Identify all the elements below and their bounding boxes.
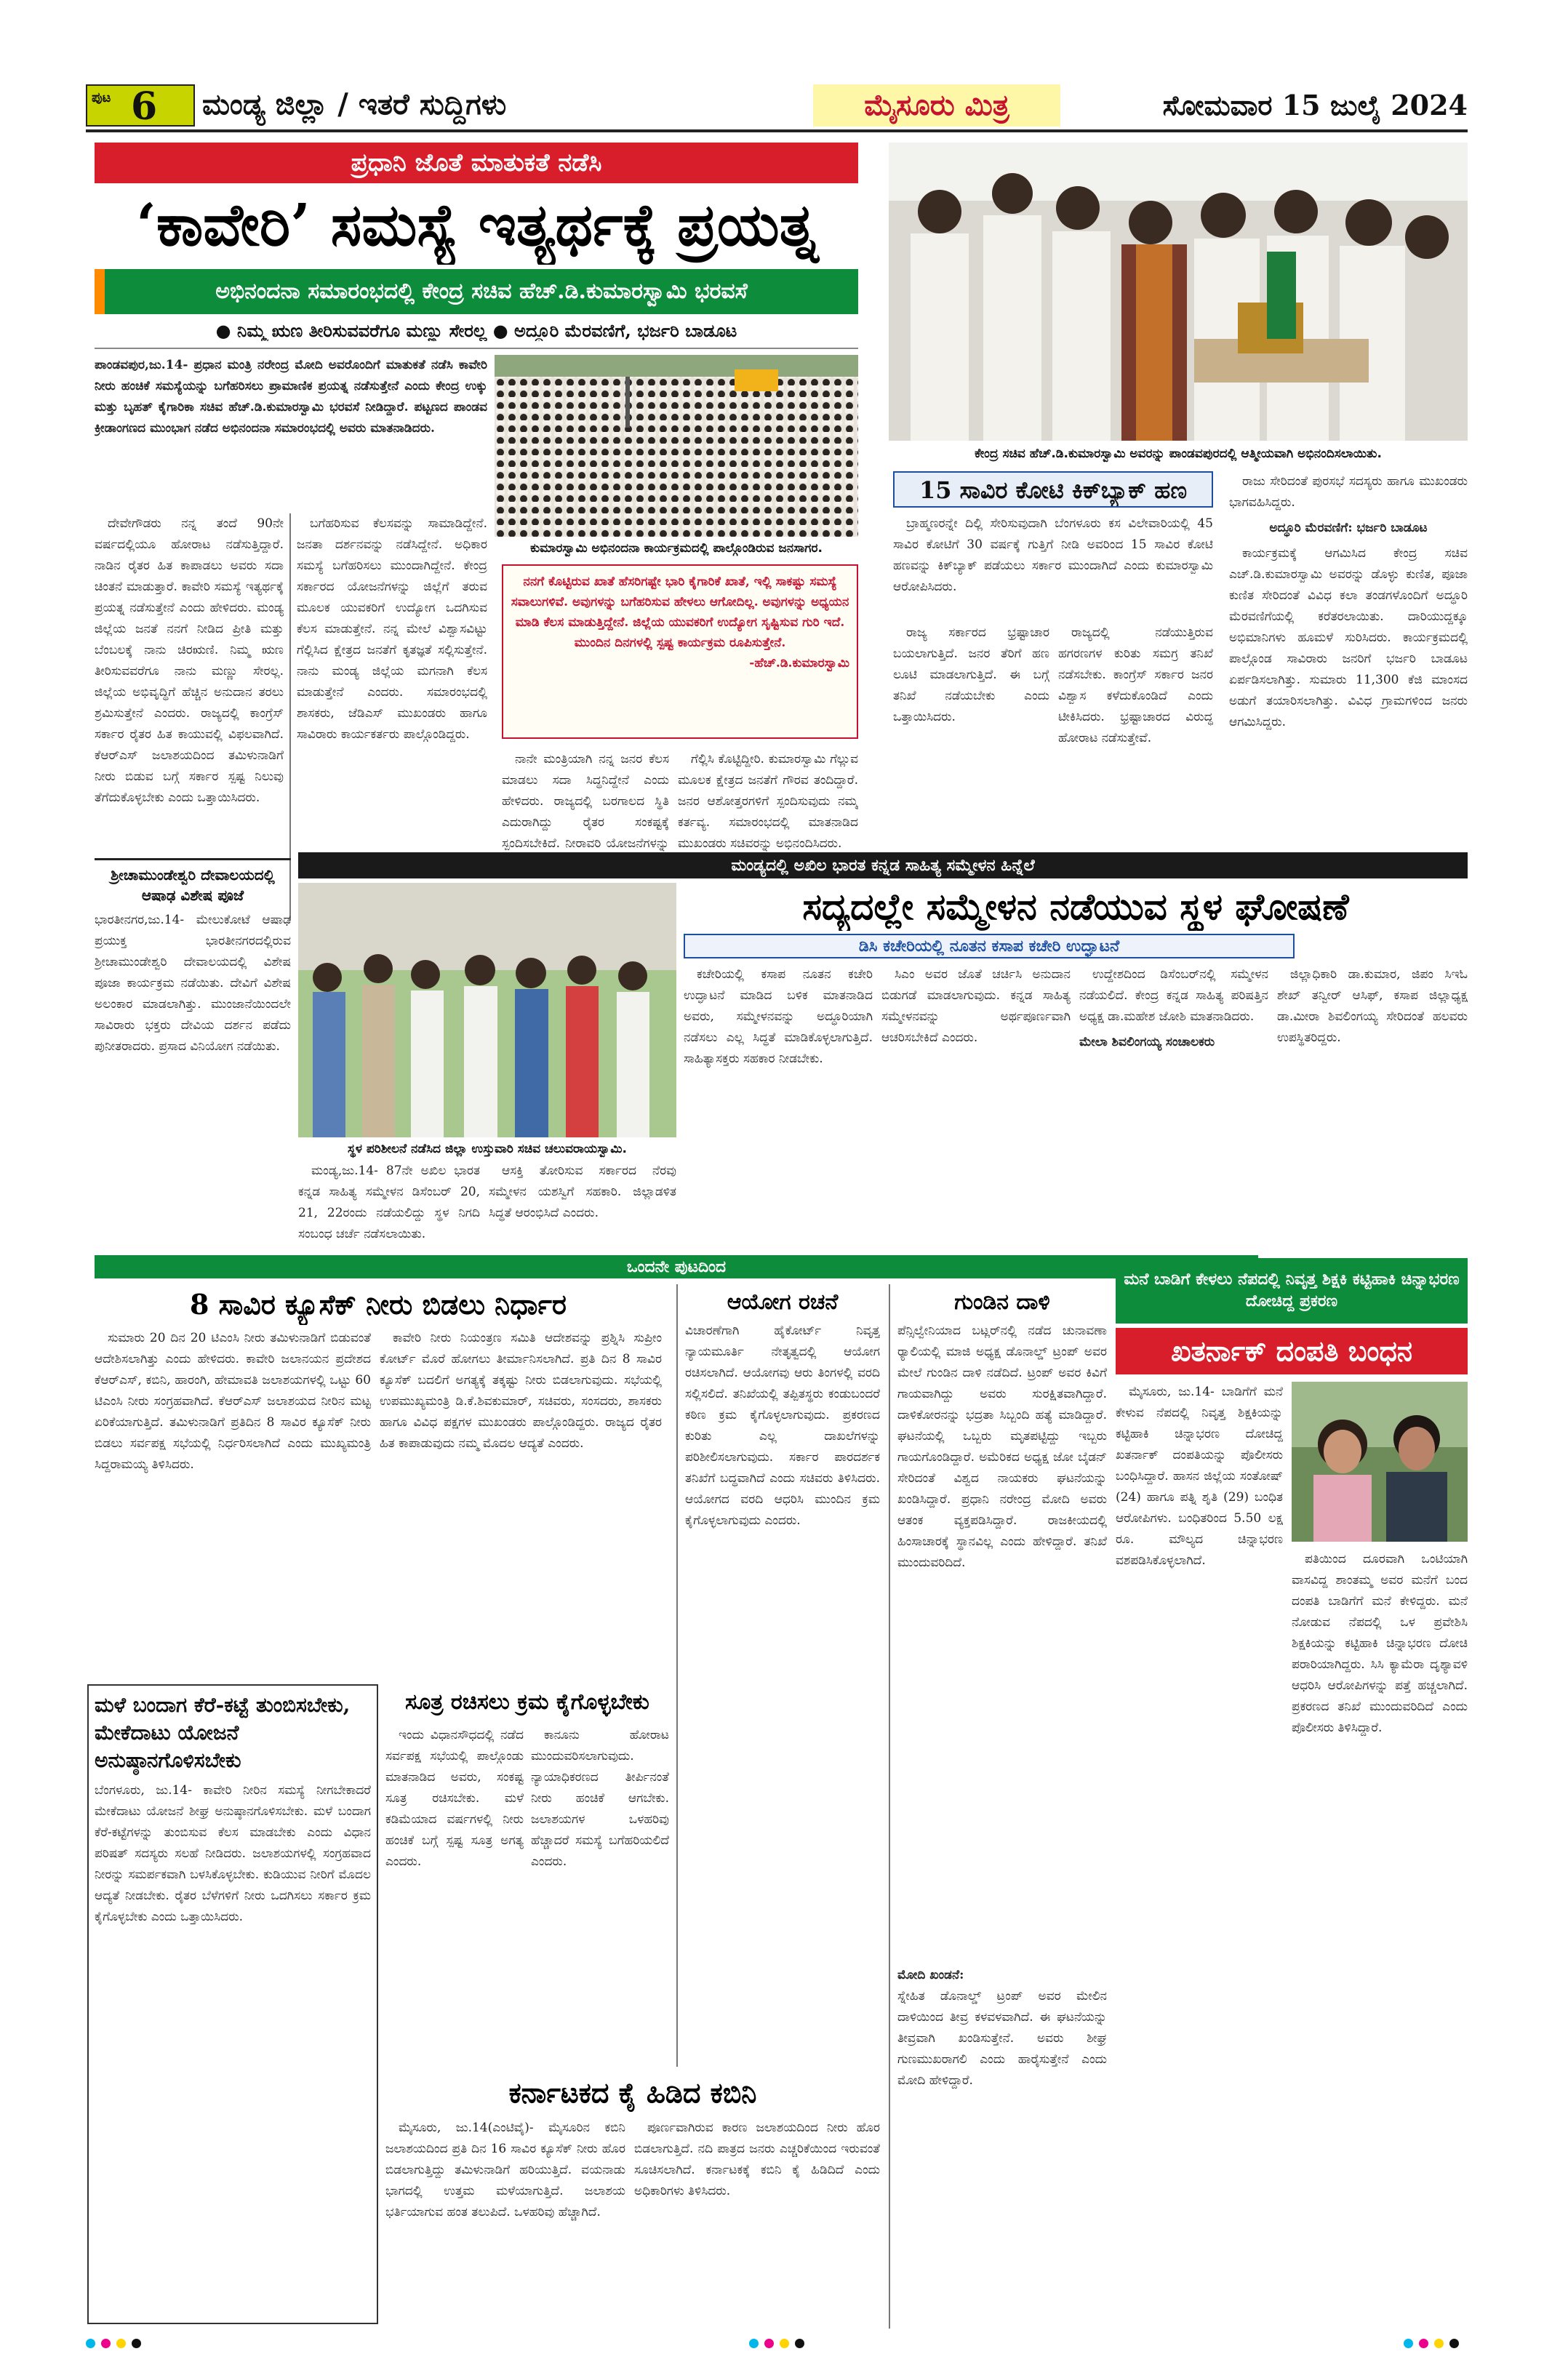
sahitya-headline: ಸದ್ಯದಲ್ಲೇ ಸಮ್ಮೇಳನ ನಡೆಯುವ ಸ್ಥಳ ಘೋಷಣೆ — [802, 885, 1349, 928]
lead-kicker: ಪ್ರಧಾನಿ ಜೊತೆ ಮಾತುಕತೆ ನಡೆಸಿ — [95, 143, 858, 183]
kickback-col-1 — [893, 513, 1213, 615]
water-col-1-text: ಸುಮಾರು 20 ದಿನ 20 ಟಿಎಂಸಿ ನೀರು ತಮಿಳುನಾಡಿಗೆ ಬಿಡುವಂತೆ ಆದೇಶಿಸಲಾಗಿತ್ತು ಎಂದು ಹೇಳಿದರು. ಕಾವೇರಿ ಜಲಾನಯನ ಪ್ರದೇಶದ ಕೆಆರ್‌ಎಸ್, ಕಬಿನಿ, ಹಾರಂಗಿ, ಹೇಮಾವತಿ ಜಲಾಶಯಗಳಲ್ಲಿ ಒಟ್ಟು 60 ಟಿಎಂಸಿ ನೀರು ಸಂಗ್ರಹವಾಗಿದೆ. ಕೆಆರ್‌ಎಸ್ ಜಲಾಶಯದ ನೀರಿನ ಮಟ್ಟ ಏರಿಕೆಯಾಗುತ್ತಿದೆ. ತಮಿಳುನಾಡಿಗೆ ಪ್ರತಿದಿನ 8 ಸಾವಿರ ಕ್ಯೂಸೆಕ್ ನೀರು ಬಿಡಲು ಸರ್ವಪಕ್ಷ ಸಭೆಯಲ್ಲಿ ನಿರ್ಧರಿಸಲಾಗಿದೆ ಎಂದು ಮುಖ್ಯಮಂತ್ರಿ ಸಿದ್ದರಾಮಯ್ಯ ತಿಳಿಸಿದರು. — [95, 1331, 371, 1472]
formula-col-2-text: ಕಾನೂನು ಹೋರಾಟ ಮುಂದುವರಿಸಲಾಗುವುದು. ನ್ಯಾಯಾಧಿಕರಣದ ತೀರ್ಪಿನಂತೆ ನೀರು ಹಂಚಿಕೆ ಆಗಬೇಕು. ಜಲಾಶಯಗಳ ಒಳಹರಿವು ಹೆಚ್ಚಾದರೆ ಸಮಸ್ಯೆ ಬಗೆಹರಿಯಲಿದೆ ಎಂದರು. — [531, 1728, 669, 1869]
kabini-col-1-text: ಮೈಸೂರು, ಜು.14(ಎಂಟಿವೈ)- ಮೈಸೂರಿನ ಕಬಿನಿ ಜಲಾಶಯದಿಂದ ಪ್ರತಿ ದಿನ 16 ಸಾವಿರ ಕ್ಯೂಸೆಕ್ ನೀರು ಹೊರ ಬಿಡಲಾಗುತ್ತಿದ್ದು ತಮಿಳುನಾಡಿಗೆ ಹರಿಯುತ್ತಿದೆ. ವಯನಾಡು ಭಾಗದಲ್ಲಿ ಉತ್ತಮ ಮಳೆಯಾಗುತ್ತಿದೆ. ಜಲಾಶಯ ಭರ್ತಿಯಾಗುವ ಹಂತ ತಲುಪಿದೆ. ಒಳಹರಿವು ಹೆಚ್ಚಾಗಿದೆ. — [385, 2121, 625, 2219]
section-title: ಮಂಡ್ಯ ಜಿಲ್ಲಾ / ಇತರೆ ಸುದ್ದಿಗಳು — [202, 87, 507, 121]
masthead-rule — [86, 129, 1468, 132]
sahitya-col-4-text: ಸಿಎಂ ಅವರ ಜೊತೆ ಚರ್ಚಿಸಿ ಅನುದಾನ ಬಿಡುಗಡೆ ಮಾಡಲಾಗುವುದು. ಕನ್ನಡ ಸಾಹಿತ್ಯ ಸಮ್ಮೇಳನವನ್ನು ಅರ್ಥಪೂರ್ಣವಾಗಿ ಆಚರಿಸಬೇಕಿದೆ ಎಂದರು. — [881, 967, 1071, 1045]
water-col-1 — [95, 1328, 371, 1677]
yellow-dot — [1434, 2339, 1444, 2348]
sahitya-col-6-text: ಜಿಲ್ಲಾಧಿಕಾರಿ ಡಾ.ಕುಮಾರ, ಜಿಪಂ ಸಿಇಓ ಶೇಖ್ ತನ್ವೀರ್ ಆಸಿಫ್, ಕಸಾಪ ಜಿಲ್ಲಾಧ್ಯಕ್ಷ ಡಾ.ಮೀರಾ ಶಿವಲಿಂಗಯ್ಯ ಸೇರಿದಂತೆ ಹಲವರು ಉಪಸ್ಥಿತರಿದ್ದರು. — [1277, 967, 1468, 1045]
couple-image — [1292, 1382, 1468, 1542]
lower-lead-col-2-text: ಗೆಲ್ಲಿಸಿ ಕೊಟ್ಟಿದ್ದೀರಿ. ಕುಮಾರಸ್ವಾಮಿ ಗೆಲ್ಲುವ ಮೂಲಕ ಕ್ಷೇತ್ರದ ಜನತೆಗೆ ಗೌರವ ತಂದಿದ್ದಾರೆ. ಜನರ ಆಶೋತ್ತರಗಳಿಗೆ ಸ್ಪಂದಿಸುವುದು ನಮ್ಮ ಕರ್ತವ್ಯ. ಸಮಾರಂಭದಲ್ಲಿ ಮಾತನಾಡಿದ ಮುಖಂಡರು ಸಚಿವರನ್ನು ಅಭಿನಂದಿಸಿದರು. — [678, 752, 858, 851]
felicitation-photo-caption: ಕೇಂದ್ರ ಸಚಿವ ಹೆಚ್.ಡಿ.ಕುಮಾರಸ್ವಾಮಿ ಅವರನ್ನು ಪಾಂಡವಪುರದಲ್ಲಿ ಆತ್ಮೀಯವಾಗಿ ಅಭಿನಂದಿಸಲಾಯಿತು. — [975, 447, 1382, 461]
commission-headline: ಆಯೋಗ ರಚನೆ — [727, 1289, 839, 1315]
dam-body: ಬೆಂಗಳೂರು, ಜು.14- ಕಾವೇರಿ ನೀರಿನ ಸಮಸ್ಯೆ ನೀಗಬೇಕಾದರೆ ಮೇಕೆದಾಟು ಯೋಜನೆ ಶೀಘ್ರ ಅನುಷ್ಠಾನಗೊಳಿಸಬೇಕು. ಮಳೆ ಬಂದಾಗ ಕೆರೆ-ಕಟ್ಟೆಗಳನ್ನು ತುಂಬಿಸುವ ಕೆಲಸ ಮಾಡಬೇಕು ಎಂದು ವಿಧಾನ ಪರಿಷತ್ ಸದಸ್ಯರು ಸಲಹೆ ನೀಡಿದರು. ಜಲಾಶಯಗಳಲ್ಲಿ ಸಂಗ್ರಹವಾದ ನೀರನ್ನು ಸಮರ್ಪಕವಾಗಿ ಬಳಸಿಕೊಳ್ಳಬೇಕು. ಕುಡಿಯುವ ನೀರಿಗೆ ಮೊದಲ ಆದ್ಯತೆ ನೀಡಬೇಕು. ರೈತರ ಬೆಳೆಗಳಿಗೆ ನೀರು ಒದಗಿಸಲು ಸರ್ಕಾರ ಕ್ರಮ ಕೈಗೊಳ್ಳಬೇಕು ಎಂದು ಒತ್ತಾಯಿಸಿದರು. — [95, 1783, 371, 1924]
arrest-headline: ಖತರ್ನಾಕ್ ದಂಪತಿ ಬಂಧನ — [1116, 1328, 1468, 1374]
commission-story — [676, 1284, 880, 2067]
couple-photo — [1292, 1382, 1468, 1542]
cyan-dot — [86, 2339, 95, 2348]
formula-col-2 — [531, 1725, 669, 2067]
lead-intro — [95, 355, 487, 500]
water-col-2 — [380, 1328, 662, 1677]
felicitation-image — [889, 143, 1468, 441]
quote-box — [502, 564, 858, 739]
sahitya-col-6 — [1277, 964, 1468, 1248]
sahitya-image — [298, 883, 676, 1137]
kabini-col-2 — [634, 2118, 880, 2329]
arrest-col-2-text: ಪತಿಯಿಂದ ದೂರವಾಗಿ ಒಂಟಿಯಾಗಿ ವಾಸವಿದ್ದ ಶಾಂತಮ್ಮ ಅವರ ಮನೆಗೆ ಬಂದ ದಂಪತಿ ಬಾಡಿಗೆಗೆ ಮನೆ ಕೇಳಿದ್ದರು. ಮನೆ ನೋಡುವ ನೆಪದಲ್ಲಿ ಒಳ ಪ್ರವೇಶಿಸಿ ಶಿಕ್ಷಕಿಯನ್ನು ಕಟ್ಟಿಹಾಕಿ ಚಿನ್ನಾಭರಣ ದೋಚಿ ಪರಾರಿಯಾಗಿದ್ದರು. ಸಿಸಿ ಕ್ಯಾಮೆರಾ ದೃಶ್ಯಾವಳಿ ಆಧರಿಸಿ ಆರೋಪಿಗಳನ್ನು ಪತ್ತೆ ಹಚ್ಚಲಾಗಿದೆ. ಪ್ರಕರಣದ ತನಿಖೆ ಮುಂದುವರಿದಿದೆ ಎಂದು ಪೊಲೀಸರು ತಿಳಿಸಿದ್ದಾರೆ. — [1292, 1552, 1468, 1735]
arrest-col-2 — [1292, 1549, 1468, 2329]
formula-col-1-text: ಇಂದು ವಿಧಾನಸೌಧದಲ್ಲಿ ನಡೆದ ಸರ್ವಪಕ್ಷ ಸಭೆಯಲ್ಲಿ ಪಾಲ್ಗೊಂಡು ಮಾತನಾಡಿದ ಅವರು, ಸಂಕಷ್ಟ ಸೂತ್ರ ರಚಿಸಬೇಕು. ಮಳೆ ಕಡಿಮೆಯಾದ ವರ್ಷಗಳಲ್ಲಿ ನೀರು ಹಂಚಿಕೆ ಬಗ್ಗೆ ಸ್ಪಷ್ಟ ಸೂತ್ರ ಅಗತ್ಯ ಎಂದರು. — [385, 1728, 524, 1869]
kabini-headline: ಕರ್ನಾಟಕದ ಕೈ ಹಿಡಿದ ಕಬಿನಿ — [508, 2076, 757, 2109]
sahitya-col-1-text: ಮಂಡ್ಯ,ಜು.14- 87ನೇ ಅಖಿಲ ಭಾರತ ಕನ್ನಡ ಸಾಹಿತ್ಯ ಸಮ್ಮೇಳನ ಡಿಸೆಂಬರ್ 20, 21, 22ರಂದು ನಡೆಯಲಿದ್ದು ಸ್ಥಳ ನಿಗದಿ ಸಂಬಂಧ ಚರ್ಚೆ ನಡೆಸಲಾಯಿತು. — [298, 1164, 480, 1241]
black-dot — [132, 2339, 141, 2348]
black-dot — [795, 2339, 804, 2348]
commission-body: ವಿಚಾರಣೆಗಾಗಿ ಹೈಕೋರ್ಟ್ ನಿವೃತ್ತ ನ್ಯಾಯಮೂರ್ತಿ ನೇತೃತ್ವದಲ್ಲಿ ಆಯೋಗ ರಚಿಸಲಾಗಿದೆ. ಆಯೋಗವು ಆರು ತಿಂಗಳಲ್ಲಿ ವರದಿ ಸಲ್ಲಿಸಲಿದೆ. ತನಿಖೆಯಲ್ಲಿ ತಪ್ಪಿತಸ್ಥರು ಕಂಡುಬಂದರೆ ಕಠಿಣ ಕ್ರಮ ಕೈಗೊಳ್ಳಲಾಗುವುದು. ಪ್ರಕರಣದ ಕುರಿತು ಎಲ್ಲ ದಾಖಲೆಗಳನ್ನು ಪರಿಶೀಲಿಸಲಾಗುವುದು. ಸರ್ಕಾರ ಪಾರದರ್ಶಕ ತನಿಖೆಗೆ ಬದ್ಧವಾಗಿದೆ ಎಂದು ಸಚಿವರು ತಿಳಿಸಿದರು. ಆಯೋಗದ ವರದಿ ಆಧರಿಸಿ ಮುಂದಿನ ಕ್ರಮ ಕೈಗೊಳ್ಳಲಾಗುವುದು ಎಂದರು. — [685, 1324, 880, 1528]
page-number: 6 — [131, 84, 158, 129]
gunshot-subhead: ಮೋದಿ ಖಂಡನೆ: — [897, 1968, 964, 1982]
magenta-dot — [101, 2339, 111, 2348]
temple-body: ಭಾರತೀನಗರ,ಜು.14- ಮೇಲುಕೋಟೆ ಆಷಾಢ ಪ್ರಯುಕ್ತ ಭಾರತೀನಗರದಲ್ಲಿರುವ ಶ್ರೀಚಾಮುಂಡೇಶ್ವರಿ ದೇವಾಲಯದಲ್ಲಿ ವಿಶೇಷ ಪೂಜಾ ಕಾರ್ಯಕ್ರಮ ನಡೆಯಿತು. ದೇವಿಗೆ ವಿಶೇಷ ಅಲಂಕಾರ ಮಾಡಲಾಗಿತ್ತು. ಮುಂಜಾನೆಯಿಂದಲೇ ಸಾವಿರಾರು ಭಕ್ತರು ದೇವಿಯ ದರ್ಶನ ಪಡೆದು ಪುನೀತರಾದರು. ಪ್ರಸಾದ ವಿನಿಯೋಗ ನಡೆಯಿತು. — [95, 913, 291, 1054]
crowd-photo-caption: ಕುಮಾರಸ್ವಾಮಿ ಅಭಿನಂದನಾ ಕಾರ್ಯಕ್ರಮದಲ್ಲಿ ಪಾಲ್ಗೊಂಡಿರುವ ಜನಸಾಗರ. — [530, 541, 823, 556]
kickback-col-3-text: ರಾಜ್ಯದಲ್ಲಿ ನಡೆಯುತ್ತಿರುವ ಹಗರಣಗಳ ಕುರಿತು ಸಮಗ್ರ ತನಿಖೆ ನಡೆಸಬೇಕು. ಕಾಂಗ್ರೆಸ್ ಸರ್ಕಾರ ಜನರ ವಿಶ್ವಾಸ ಕಳೆದುಕೊಂಡಿದೆ ಎಂದು ಟೀಕಿಸಿದರು. ಭ್ರಷ್ಟಾಚಾರದ ವಿರುದ್ಧ ಹೋರಾಟ ನಡೆಸುತ್ತೇವೆ. — [1058, 625, 1213, 745]
masthead — [86, 84, 1468, 137]
lead-col-1-text: ದೇವೇಗೌಡರು ನನ್ನ ತಂದೆ 90ನೇ ವರ್ಷದಲ್ಲಿಯೂ ಹೋರಾಟ ನಡೆಸುತ್ತಿದ್ದಾರೆ. ನಾಡಿನ ರೈತರ ಹಿತ ಕಾಪಾಡಲು ಅವರು ಸದಾ ಚಿಂತನೆ ಮಾಡುತ್ತಾರೆ. ಕಾವೇರಿ ಸಮಸ್ಯೆ ಇತ್ಯರ್ಥಕ್ಕೆ ಪ್ರಯತ್ನ ನಡೆಸುತ್ತೇನೆ ಎಂದು ಹೇಳಿದರು. ಮಂಡ್ಯ ಜಿಲ್ಲೆಯ ಜನತೆ ನನಗೆ ನೀಡಿದ ಪ್ರೀತಿ ಮತ್ತು ಬೆಂಬಲಕ್ಕೆ ನಾನು ಚಿರಋಣಿ. ನಿಮ್ಮ ಋಣ ತೀರಿಸುವವರೆಗೂ ನಾನು ಮಣ್ಣು ಸೇರಲ್ಲ. ಜಿಲ್ಲೆಯ ಅಭಿವೃದ್ಧಿಗೆ ಹೆಚ್ಚಿನ ಅನುದಾನ ತರಲು ಶ್ರಮಿಸುತ್ತೇನೆ ಎಂದರು. ರಾಜ್ಯದಲ್ಲಿ ಕಾಂಗ್ರೆಸ್ ಸರ್ಕಾರ ರೈತರ ಹಿತ ಕಾಯುವಲ್ಲಿ ವಿಫಲವಾಗಿದೆ. ಕೆಆರ್‌ಎಸ್ ಜಲಾಶಯದಿಂದ ತಮಿಳುನಾಡಿಗೆ ನೀರು ಬಿಡುವ ಬಗ್ಗೆ ಸರ್ಕಾರ ಸ್ಪಷ್ಟ ನಿಲುವು ತೆಗೆದುಕೊಳ್ಳಬೇಕು ಎಂದು ಒತ್ತಾಯಿಸಿದರು. — [95, 516, 284, 805]
sahitya-photo — [298, 883, 676, 1137]
gunshot-story — [889, 1284, 1107, 2329]
right-story-subhead: ಅದ್ಧೂರಿ ಮೆರವಣಿಗೆ: ಭರ್ಜರಿ ಬಾಡೂಟ — [1269, 521, 1428, 535]
lead-intro-text: ಪಾಂಡವಪುರ,ಜು.14- ಪ್ರಧಾನ ಮಂತ್ರಿ ನರೇಂದ್ರ ಮೋದಿ ಅವರೊಂದಿಗೆ ಮಾತುಕತೆ ನಡೆಸಿ ಕಾವೇರಿ ನೀರು ಹಂಚಿಕೆ ಸಮಸ್ಯೆಯನ್ನು ಬಗೆಹರಿಸಲು ಪ್ರಾಮಾಣಿಕ ಪ್ರಯತ್ನ ನಡೆಸುತ್ತೇನೆ ಎಂದು ಕೇಂದ್ರ ಉಕ್ಕು ಮತ್ತು ಬೃಹತ್ ಕೈಗಾರಿಕಾ ಸಚಿವ ಹೆಚ್.ಡಿ.ಕುಮಾರಸ್ವಾಮಿ ಭರವಸೆ ನೀಡಿದ್ದಾರೆ. ಪಟ್ಟಣದ ಪಾಂಡವ ಕ್ರೀಡಾಂಗಣದ ಮುಂಭಾಗ ನಡೆದ ಅಭಿನಂದನಾ ಸಮಾರಂಭದಲ್ಲಿ ಅವರು ಮಾತನಾಡಿದರು. — [95, 358, 487, 436]
lead-bullets: ● ನಿಮ್ಮ ಋಣ ತೀರಿಸುವವರೆಗೂ ಮಣ್ಣು ಸೇರಲ್ಲ ● ಅದ್ಧೂರಿ ಮೆರವಣಿಗೆ, ಭರ್ಜರಿ ಬಾಡೂಟ — [215, 320, 737, 341]
lead-deck: ಅಭಿನಂದನಾ ಸಮಾರಂಭದಲ್ಲಿ ಕೇಂದ್ರ ಸಚಿವ ಹೆಚ್.ಡಿ.ಕುಮಾರಸ್ವಾಮಿ ಭರವಸೆ — [95, 269, 858, 314]
sahitya-subhead: ಮೇಲಾ ಶಿವಲಿಂಗಯ್ಯ ಸಂಚಾಲಕರು — [1079, 1035, 1215, 1049]
kickback-col-2-text: ರಾಜ್ಯ ಸರ್ಕಾರದ ಭ್ರಷ್ಟಾಚಾರ ಬಯಲಾಗುತ್ತಿದೆ. ಜನರ ತೆರಿಗೆ ಹಣ ಲೂಟಿ ಮಾಡಲಾಗುತ್ತಿದೆ. ಈ ಬಗ್ಗೆ ತನಿಖೆ ನಡೆಯಬೇಕು ಎಂದು ಒತ್ತಾಯಿಸಿದರು. — [893, 625, 1049, 724]
temple-story — [95, 858, 291, 1178]
arrest-kicker: ಮನೆ ಬಾಡಿಗೆ ಕೇಳಲು ನೆಪದಲ್ಲಿ ನಿವೃತ್ತ ಶಿಕ್ಷಕಿ ಕಟ್ಟಿಹಾಕಿ ಚಿನ್ನಾಭರಣ ದೋಚಿದ್ದ ಪ್ರಕರಣ — [1116, 1258, 1468, 1324]
kabini-col-1 — [385, 2118, 625, 2329]
gunshot-body-2: ಸ್ನೇಹಿತ ಡೊನಾಲ್ಡ್ ಟ್ರಂಪ್ ಅವರ ಮೇಲಿನ ದಾಳಿಯಿಂದ ತೀವ್ರ ಕಳವಳವಾಗಿದೆ. ಈ ಘಟನೆಯನ್ನು ತೀವ್ರವಾಗಿ ಖಂಡಿಸುತ್ತೇನೆ. ಅವರು ಶೀಘ್ರ ಗುಣಮುಖರಾಗಲಿ ಎಂದು ಹಾರೈಸುತ್ತೇನೆ ಎಂದು ಮೋದಿ ಹೇಳಿದ್ದಾರೆ. — [897, 1989, 1107, 2088]
kickback-col-1-text: ಬ್ರಾಹ್ಮಣರನ್ನೇ ದಿಲ್ಲಿ ಸೇರಿಸುವುದಾಗಿ ಬೆಂಗಳೂರು ಕಸ ವಿಲೇವಾರಿಯಲ್ಲಿ 45 ಸಾವಿರ ಕೋಟಿಗೆ 30 ವರ್ಷಕ್ಕೆ ಗುತ್ತಿಗೆ ನೀಡಿ ಅವರಿಂದ 15 ಸಾವಿರ ಕೋಟಿ ಹಣವನ್ನು ಕಿಕ್‌ಬ್ಯಾಕ್ ಪಡೆಯಲು ಸರ್ಕಾರ ಮುಂದಾಗಿದೆ ಎಂದು ಕುಮಾರಸ್ವಾಮಿ ಆರೋಪಿಸಿದರು. — [893, 516, 1213, 594]
yellow-dot — [116, 2339, 126, 2348]
magenta-dot — [1419, 2339, 1428, 2348]
gunshot-headline: ಗುಂಡಿನ ದಾಳಿ — [954, 1289, 1050, 1315]
sahitya-col-5 — [1079, 964, 1268, 1248]
lead-rule — [95, 348, 858, 349]
black-dot — [1449, 2339, 1459, 2348]
felicitation-photo — [889, 143, 1468, 441]
cyan-dot — [749, 2339, 759, 2348]
lead-headline: ‘ಕಾವೇರಿ’ ಸಮಸ್ಯೆ ಇತ್ಯರ್ಥಕ್ಕೆ ಪ್ರಯತ್ನ — [136, 191, 818, 259]
dam-headline: ಮಳೆ ಬಂದಾಗ ಕೆರೆ-ಕಟ್ಟೆ ತುಂಬಿಸಬೇಕು, ಮೇಕೆದಾಟು ಯೋಜನೆ ಅನುಷ್ಠಾನಗೊಳಿಸಬೇಕು — [95, 1693, 351, 1772]
sahitya-col-3-text: ಕಚೇರಿಯಲ್ಲಿ ಕಸಾಪ ನೂತನ ಕಚೇರಿ ಉದ್ಘಾಟನೆ ಮಾಡಿದ ಬಳಿಕ ಮಾತನಾಡಿದ ಅವರು, ಸಮ್ಮೇಳನವನ್ನು ಅದ್ಧೂರಿಯಾಗಿ ನಡೆಸಲು ಎಲ್ಲ ಸಿದ್ಧತೆ ಮಾಡಿಕೊಳ್ಳಲಾಗುತ್ತಿದೆ. ಸಾಹಿತ್ಯಾಸಕ್ತರು ಸಹಕಾರ ನೀಡಬೇಕು. — [684, 967, 873, 1066]
arrest-col-1-text: ಮೈಸೂರು, ಜು.14- ಬಾಡಿಗೆಗೆ ಮನೆ ಕೇಳುವ ನೆಪದಲ್ಲಿ ನಿವೃತ್ತ ಶಿಕ್ಷಕಿಯನ್ನು ಕಟ್ಟಿಹಾಕಿ ಚಿನ್ನಾಭರಣ ದೋಚಿದ್ದ ಖತರ್ನಾಕ್ ದಂಪತಿಯನ್ನು ಪೊಲೀಸರು ಬಂಧಿಸಿದ್ದಾರೆ. ಹಾಸನ ಜಿಲ್ಲೆಯ ಸಂತೋಷ್ (24) ಹಾಗೂ ಪತ್ನಿ ಶೃತಿ (29) ಬಂಧಿತ ಆರೋಪಿಗಳು. ಬಂಧಿತರಿಂದ 5.50 ಲಕ್ಷ ರೂ. ಮೌಲ್ಯದ ಚಿನ್ನಾಭರಣ ವಶಪಡಿಸಿಕೊಳ್ಳಲಾಗಿದೆ. — [1116, 1385, 1283, 1568]
sahitya-col-1 — [298, 1161, 480, 1248]
water-headline: 8 ಸಾವಿರ ಕ್ಯೂಸೆಕ್ ನೀರು ಬಿಡಲು ನಿರ್ಧಾರ — [189, 1288, 567, 1321]
sahitya-deck: ಡಿಸಿ ಕಚೇರಿಯಲ್ಲಿ ನೂತನ ಕಸಾಪ ಕಚೇರಿ ಉದ್ಘಾಟನೆ — [684, 934, 1295, 958]
sahitya-col-4 — [881, 964, 1071, 1248]
issue-date: ಸೋಮವಾರ 15 ಜುಲೈ 2024 — [1162, 89, 1468, 121]
page-label: ಪುಟ — [92, 90, 111, 105]
sahitya-col-2-text: ಆಸಕ್ತಿ ತೋರಿಸುವ ಸರ್ಕಾರದ ನೆರವು ಸಮ್ಮೇಳನ ಯಶಸ್ವಿಗೆ ಸಹಕಾರಿ. ಜಿಲ್ಲಾಡಳಿತ ಸಿದ್ಧತೆ ಆರಂಭಿಸಿದೆ ಎಂದರು. — [489, 1164, 676, 1220]
crowd-photo — [495, 355, 858, 537]
quote-attribution: -ಹೆಚ್.ಡಿ.ಕುಮಾರಸ್ವಾಮಿ — [749, 656, 849, 670]
lower-lead-col-1-text: ನಾನೇ ಮಂತ್ರಿಯಾಗಿ ನನ್ನ ಜನರ ಕೆಲಸ ಮಾಡಲು ಸದಾ ಸಿದ್ಧನಿದ್ದೇನೆ ಎಂದು ಹೇಳಿದರು. ರಾಜ್ಯದಲ್ಲಿ ಬರಗಾಲದ ಸ್ಥಿತಿ ಎದುರಾಗಿದ್ದು ರೈತರ ಸಂಕಷ್ಟಕ್ಕೆ ಸ್ಪಂದಿಸಬೇಕಿದೆ. ನೀರಾವರಿ ಯೋಜನೆಗಳನ್ನು — [502, 752, 669, 851]
right-story-col-2: ಕಾರ್ಯಕ್ರಮಕ್ಕೆ ಆಗಮಿಸಿದ ಕೇಂದ್ರ ಸಚಿವ ಎಚ್.ಡಿ.ಕುಮಾರಸ್ವಾಮಿ ಅವರನ್ನು ಡೊಳ್ಳು ಕುಣಿತ, ಪೂಜಾ ಕುಣಿತ ಸೇರಿದಂತೆ ವಿವಿಧ ಕಲಾ ತಂಡಗಳೊಂದಿಗೆ ಅದ್ಧೂರಿ ಮೆರವಣಿಗೆಯಲ್ಲಿ ಕರೆತರಲಾಯಿತು. ದಾರಿಯುದ್ದಕ್ಕೂ ಅಭಿಮಾನಿಗಳು ಹೂಮಳೆ ಸುರಿಸಿದರು. ಕಾರ್ಯಕ್ರಮದಲ್ಲಿ ಪಾಲ್ಗೊಂಡ ಸಾವಿರಾರು ಜನರಿಗೆ ಭರ್ಜರಿ ಬಾಡೂಟ ಏರ್ಪಡಿಸಲಾಗಿತ್ತು. ಸುಮಾರು 11,300 ಕೆಜಿ ಮಾಂಸದ ಅಡುಗೆ ತಯಾರಿಸಲಾಗಿತ್ತು. ವಿವಿಧ ಗ್ರಾಮಗಳಿಂದ ಜನರು ಆಗಮಿಸಿದ್ದರು. — [1229, 546, 1468, 729]
kabini-col-2-text: ಪೂರ್ಣವಾಗಿರುವ ಕಾರಣ ಜಲಾಶಯದಿಂದ ನೀರು ಹೊರ ಬಿಡಲಾಗುತ್ತಿದೆ. ನದಿ ಪಾತ್ರದ ಜನರು ಎಚ್ಚರಿಕೆಯಿಂದ ಇರುವಂತೆ ಸೂಚಿಸಲಾಗಿದೆ. ಕರ್ನಾಟಕಕ್ಕೆ ಕಬಿನಿ ಕೈ ಹಿಡಿದಿದೆ ಎಂದು ಅಧಿಕಾರಿಗಳು ತಿಳಿಸಿದರು. — [634, 2121, 880, 2198]
registration-marks-right — [1404, 2339, 1459, 2348]
lead-col-2-text: ಬಗೆಹರಿಸುವ ಕೆಲಸವನ್ನು ಸಾಮಾಡಿದ್ದೇನೆ. ಜನತಾ ದರ್ಶನವನ್ನು ನಡೆಸಿದ್ದೇನೆ. ಅಧಿಕಾರ ಸಮಸ್ಯೆ ಬಗೆಹರಿಸಲು ಮುಂದಾಗಿದ್ದೇನೆ. ಕೇಂದ್ರ ಸರ್ಕಾರದ ಯೋಜನೆಗಳನ್ನು ಜಿಲ್ಲೆಗೆ ತರುವ ಮೂಲಕ ಯುವಕರಿಗೆ ಉದ್ಯೋಗ ಒದಗಿಸುವ ಕೆಲಸ ಮಾಡುತ್ತೇನೆ. ನನ್ನ ಮೇಲೆ ವಿಶ್ವಾಸವಿಟ್ಟು ಗೆಲ್ಲಿಸಿದ ಕ್ಷೇತ್ರದ ಜನತೆಗೆ ಕೃತಜ್ಞತೆ ಸಲ್ಲಿಸುತ್ತೇನೆ. ನಾನು ಮಂಡ್ಯ ಜಿಲ್ಲೆಯ ಮಗನಾಗಿ ಕೆಲಸ ಮಾಡುತ್ತೇನೆ ಎಂದರು. ಸಮಾರಂಭದಲ್ಲಿ ಶಾಸಕರು, ಜೆಡಿಎಸ್ ಮುಖಂಡರು ಹಾಗೂ ಸಾವಿರಾರು ಕಾರ್ಯಕರ್ತರು ಪಾಲ್ಗೊಂಡಿದ್ದರು. — [297, 516, 487, 742]
formula-col-1 — [385, 1725, 524, 2067]
yellow-dot — [780, 2339, 789, 2348]
sahitya-col-2 — [489, 1161, 676, 1248]
water-col-2-text: ಕಾವೇರಿ ನೀರು ನಿಯಂತ್ರಣ ಸಮಿತಿ ಆದೇಶವನ್ನು ಪ್ರಶ್ನಿಸಿ ಸುಪ್ರೀಂ ಕೋರ್ಟ್ ಮೊರೆ ಹೋಗಲು ತೀರ್ಮಾನಿಸಲಾಗಿದೆ. ಪ್ರತಿ ದಿನ 8 ಸಾವಿರ ಕ್ಯೂಸೆಕ್ ಬದಲಿಗೆ ಅಗತ್ಯಕ್ಕೆ ತಕ್ಕಷ್ಟು ನೀರು ಬಿಡಲಾಗುವುದು. ಸಭೆಯಲ್ಲಿ ಉಪಮುಖ್ಯಮಂತ್ರಿ ಡಿ.ಕೆ.ಶಿವಕುಮಾರ್, ಸಚಿವರು, ಸಂಸದರು, ಶಾಸಕರು ಹಾಗೂ ವಿವಿಧ ಪಕ್ಷಗಳ ಮುಖಂಡರು ಪಾಲ್ಗೊಂಡಿದ್ದರು. ರಾಜ್ಯದ ರೈತರ ಹಿತ ಕಾಪಾಡುವುದು ನಮ್ಮ ಮೊದಲ ಆದ್ಯತೆ ಎಂದರು. — [380, 1331, 662, 1451]
paper-name: ಮೈಸೂರು ಮಿತ್ರ — [813, 84, 1060, 127]
registration-marks-left — [86, 2339, 141, 2348]
cyan-dot — [1404, 2339, 1413, 2348]
page-number-box — [86, 84, 195, 127]
formula-headline: ಸೂತ್ರ ರಚಿಸಲು ಕ್ರಮ ಕೈಗೊಳ್ಳಬೇಕು — [405, 1689, 649, 1715]
dam-story-box — [87, 1684, 378, 2324]
sahitya-col-3 — [684, 964, 873, 1248]
sahitya-col-5-text: ಉದ್ದೇಶದಿಂದ ಡಿಸೆಂಬರ್‌ನಲ್ಲಿ ಸಮ್ಮೇಳನ ನಡೆಯಲಿದೆ. ಕೇಂದ್ರ ಕನ್ನಡ ಸಾಹಿತ್ಯ ಪರಿಷತ್ತಿನ ಅಧ್ಯಕ್ಷ ಡಾ.ಮಹೇಶ ಜೋಶಿ ಮಾತನಾಡಿದರು. — [1079, 967, 1268, 1024]
quote-text: ನನಗೆ ಕೊಟ್ಟಿರುವ ಖಾತೆ ಹೆಸರಿಗಷ್ಟೇ ಭಾರಿ ಕೈಗಾರಿಕೆ ಖಾತೆ, ಇಲ್ಲಿ ಸಾಕಷ್ಟು ಸಮಸ್ಯೆ ಸವಾಲುಗಳಿವೆ. ಅವುಗಳನ್ನು ಬಗೆಹರಿಸುವ ಹೇಳಲು ಆಗೋದಿಲ್ಲ. ಅವುಗಳನ್ನು ಅಧ್ಯಯನ ಮಾಡಿ ಕೆಲಸ ಮಾಡುತ್ತಿದ್ದೇನೆ. ಜಿಲ್ಲೆಯ ಯುವಕರಿಗೆ ಉದ್ಯೋಗ ಸೃಷ್ಟಿಸುವ ಗುರಿ ಇದೆ. ಮುಂದಿನ ದಿನಗಳಲ್ಲಿ ಸ್ಪಷ್ಟ ಕಾರ್ಯಕ್ರಮ ರೂಪಿಸುತ್ತೇನೆ. — [511, 575, 849, 650]
sahitya-kicker: ಮಂಡ್ಯದಲ್ಲಿ ಅಖಿಲ ಭಾರತ ಕನ್ನಡ ಸಾಹಿತ್ಯ ಸಮ್ಮೇಳನ ಹಿನ್ನೆಲೆ — [298, 852, 1468, 878]
sahitya-photo-caption: ಸ್ಥಳ ಪರಿಶೀಲನೆ ನಡೆಸಿದ ಜಿಲ್ಲಾ ಉಸ್ತುವಾರಿ ಸಚಿವ ಚಲುವರಾಯಸ್ವಾಮಿ. — [348, 1142, 627, 1156]
kickback-headline: 15 ಸಾವಿರ ಕೋಟಿ ಕಿಕ್‌ಬ್ಯಾಕ್ ಹಣ — [893, 471, 1213, 508]
magenta-dot — [764, 2339, 774, 2348]
continued-banner: ಒಂದನೇ ಪುಟದಿಂದ — [95, 1255, 1258, 1278]
temple-headline: ಶ್ರೀಚಾಮುಂಡೇಶ್ವರಿ ದೇವಾಲಯದಲ್ಲಿ ಆಷಾಢ ವಿಶೇಷ ಪೂಜೆ — [111, 866, 275, 904]
crowd-image — [495, 355, 858, 537]
right-story-col-1: ರಾಜು ಸೇರಿದಂತೆ ಪುರಸಭೆ ಸದಸ್ಯರು ಹಾಗೂ ಮುಖಂಡರು ಭಾಗವಹಿಸಿದ್ದರು. — [1229, 474, 1468, 510]
arrest-col-1 — [1116, 1382, 1283, 1905]
gunshot-body: ಪೆನ್ಸಿಲ್ವೇನಿಯಾದ ಬಟ್ಲರ್‌ನಲ್ಲಿ ನಡೆದ ಚುನಾವಣಾ ರ‍್ಯಾಲಿಯಲ್ಲಿ ಮಾಜಿ ಅಧ್ಯಕ್ಷ ಡೊನಾಲ್ಡ್ ಟ್ರಂಪ್ ಅವರ ಮೇಲೆ ಗುಂಡಿನ ದಾಳಿ ನಡೆದಿದೆ. ಟ್ರಂಪ್ ಅವರ ಕಿವಿಗೆ ಗಾಯವಾಗಿದ್ದು ಅವರು ಸುರಕ್ಷಿತವಾಗಿದ್ದಾರೆ. ದಾಳಿಕೋರನನ್ನು ಭದ್ರತಾ ಸಿಬ್ಬಂದಿ ಹತ್ಯೆ ಮಾಡಿದ್ದಾರೆ. ಘಟನೆಯಲ್ಲಿ ಒಬ್ಬರು ಮೃತಪಟ್ಟಿದ್ದು ಇಬ್ಬರು ಗಾಯಗೊಂಡಿದ್ದಾರೆ. ಅಮೆರಿಕದ ಅಧ್ಯಕ್ಷ ಜೋ ಬೈಡನ್ ಸೇರಿದಂತೆ ವಿಶ್ವದ ನಾಯಕರು ಘಟನೆಯನ್ನು ಖಂಡಿಸಿದ್ದಾರೆ. ಪ್ರಧಾನಿ ನರೇಂದ್ರ ಮೋದಿ ಅವರು ಆತಂಕ ವ್ಯಕ್ತಪಡಿಸಿದ್ದಾರೆ. ರಾಜಕೀಯದಲ್ಲಿ ಹಿಂಸಾಚಾರಕ್ಕೆ ಸ್ಥಾನವಿಲ್ಲ ಎಂದು ಹೇಳಿದ್ದಾರೆ. ತನಿಖೆ ಮುಂದುವರಿದಿದೆ. — [897, 1324, 1107, 1570]
registration-marks-center — [749, 2339, 804, 2348]
